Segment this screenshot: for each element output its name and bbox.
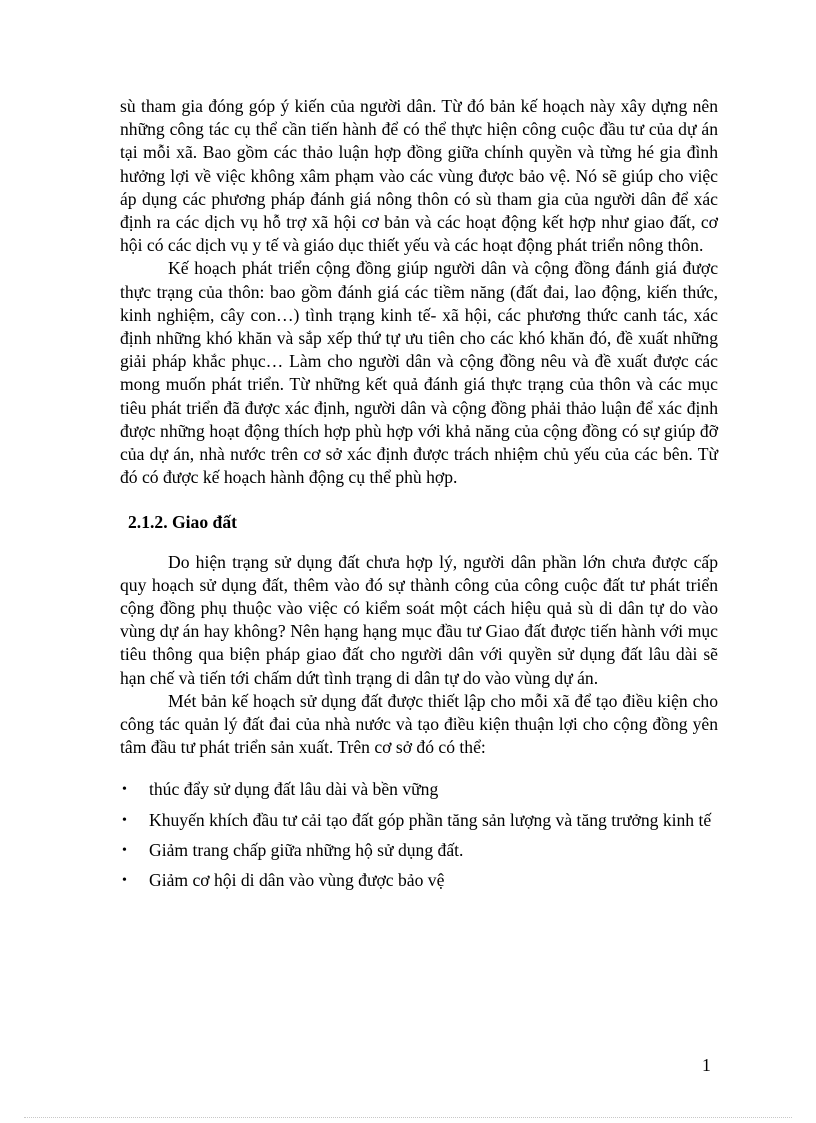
page-number: 1 — [702, 1055, 711, 1075]
body-paragraph: Kế hoạch phát triển cộng đồng giúp người dân và cộng đồng đánh giá được thực trạng của thôn: bao gồm đánh giá các tiềm năng (đất đai, lao động, kiến thức, kinh nghiệm, cây con…) tình trạng kinh tế- xã hội, các phương thức canh tác, xác định những khó khăn và sắp xếp thứ tự ưu tiên cho các khó khăn đó, đề xuất những giải pháp khắc phục… Làm cho người dân và cộng đồng nêu và đề xuất được các mong muốn phát triển. Từ những kết quả đánh giá thực trạng của thôn và các mục tiêu phát triển đã được xác định, người dân và cộng đồng phải thảo luận để xác định được những hoạt động thích hợp phù hợp với khả năng của cộng đồng có sự giúp đỡ của dự án, nhà nước trên cơ sở xác định được trách nhiệm chủ yếu của các bên. Từ đó có được kế hoạch hành động cụ thể phù hợp. — [120, 258, 718, 488]
bullet-icon: • — [122, 842, 127, 858]
bullet-icon: • — [122, 782, 127, 798]
page-content — [120, 95, 718, 899]
bullet-icon: • — [122, 873, 127, 889]
list-item — [120, 778, 718, 801]
list-item — [120, 839, 718, 862]
bullet-list — [120, 778, 718, 892]
body-paragraph: sù tham gia đóng góp ý kiến của người dân. Từ đó bản kế hoạch này xây dựng nên những công tác cụ thể cần tiến hành để có thể thực hiện công cuộc đầu tư của dự án tại mỗi xã. Bao gồm các thảo luận hợp đồng giữa chính quyền và từng hé gia đình hưởng lợi về việc không xâm phạm vào các vùng được bảo vệ. Nó sẽ giúp cho việc áp dụng các phương pháp đánh giá nông thôn có sù tham gia của người dân để xác định ra các dịch vụ hỗ trợ xã hội cơ bản và các hoạt động kết hợp như giao đất, cơ hội có các dịch vụ y tế và giáo dục thiết yếu và các hoạt động phát triển nông thôn. — [120, 96, 718, 256]
section-heading: 2.1.2. Giao đất — [128, 512, 237, 533]
list-item-text: thúc đẩy sử dụng đất lâu dài và bền vững — [149, 779, 439, 800]
list-item-text: Khuyến khích đầu tư cải tạo đất góp phần tăng sản lượng và tăng trưởng kinh tế — [149, 809, 712, 830]
bullet-icon: • — [122, 812, 127, 828]
body-paragraph: Mét bản kế hoạch sử dụng đất được thiết lập cho mỗi xã để tạo điều kiện cho công tác quản lý đất đai của nhà nước và tạo điều kiện thuận lợi cho cộng đồng yên tâm đầu tư phát triển sản xuất. Trên cơ sở đó có thể: — [120, 690, 718, 758]
page-bottom-divider — [24, 1117, 792, 1118]
list-item-text: Giảm trang chấp giữa những hộ sử dụng đất. — [149, 839, 464, 860]
list-item — [120, 809, 718, 832]
list-item-text: Giảm cơ hội di dân vào vùng được bảo vệ — [149, 870, 445, 891]
body-paragraph: Do hiện trạng sử dụng đất chưa hợp lý, người dân phần lớn chưa được cấp quy hoạch sử dụng đất, thêm vào đó sự thành công của công cuộc đất tư phát triển cộng đồng phụ thuộc vào việc có kiểm soát một cách hiệu quả sù di dân tự do vào vùng dự án hay không? Nên hạng hạng mục đầu tư Giao đất được tiến hành với mục tiêu thông qua biện pháp giao đất cho người dân với quyền sử dụng đất lâu dài sẽ hạn chế và tiến tới chấm dứt tình trạng di dân tự do vào vùng dự án. — [120, 551, 718, 688]
list-item — [120, 869, 718, 892]
